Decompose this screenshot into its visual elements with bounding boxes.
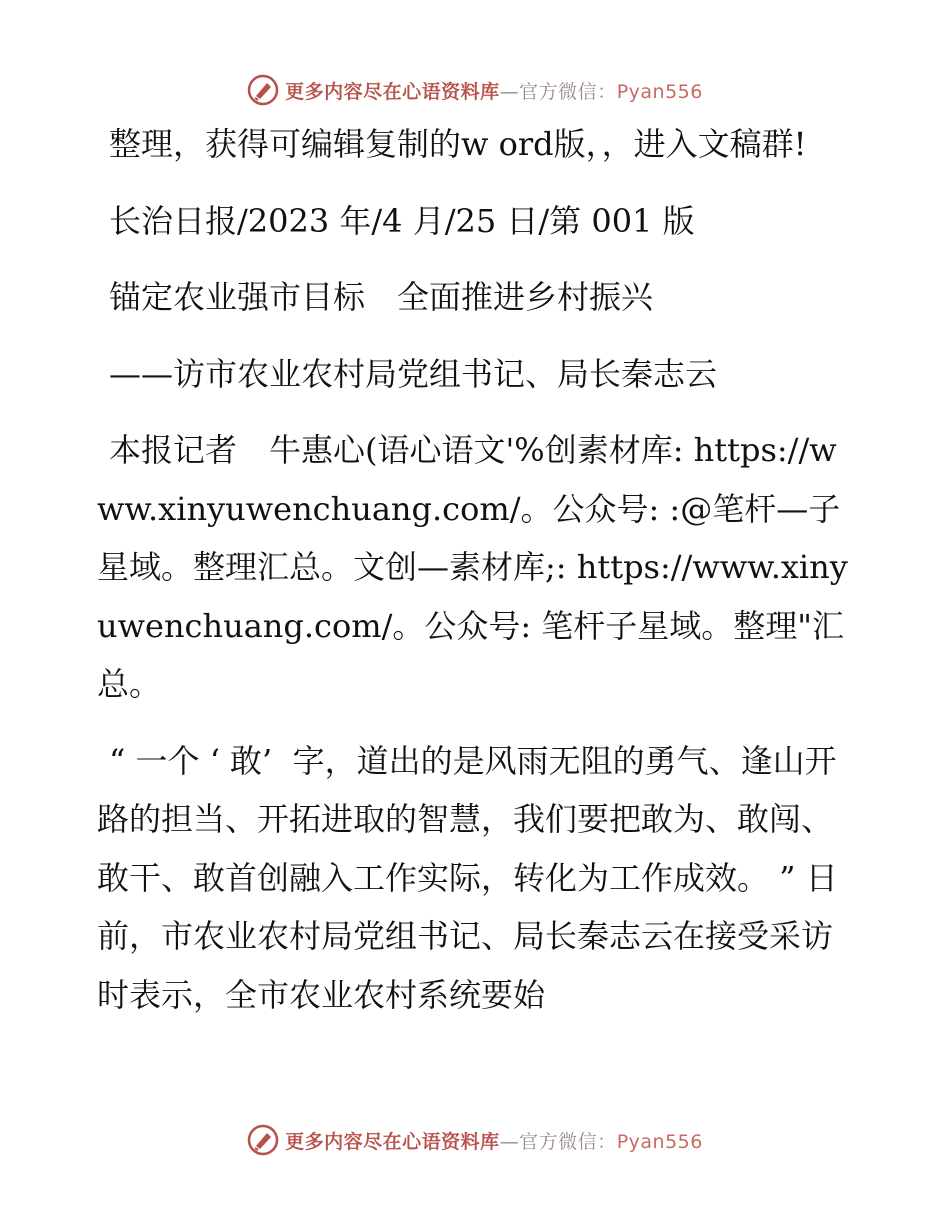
banner-prefix: 更多内容尽在心语资料库 [285, 80, 500, 103]
dateline: 长治日报/2023 年/4 月/25 日/第 001 版 [109, 201, 695, 240]
banner-text [285, 1127, 703, 1154]
footer-banner [0, 1120, 950, 1160]
banner-dash: —官方微信： [499, 80, 617, 103]
subheadline: ——访市农业农村局党组书记、局长秦志云 [109, 354, 718, 393]
byline: 本报记者 牛惠心(语心语文'%创素材库: https://www.xinyuwenchuang.com/。公众号: :@笔杆—子星域。整理汇总。文创—素材库;: https://www.xinyuwenchuang.com/。公众号: 笔杆子星域。整理"汇总。 [97, 431, 848, 703]
logo-icon [247, 74, 279, 106]
banner-id: Pyan556 [616, 1130, 703, 1153]
banner-prefix: 更多内容尽在心语资料库 [285, 1130, 500, 1153]
header-banner [0, 70, 950, 110]
banner-dash: —官方微信： [499, 1130, 617, 1153]
banner-id: Pyan556 [616, 80, 703, 103]
body-paragraph: “ 一个 ‘ 敢’ 字，道出的是风雨无阻的勇气、逢山开路的担当、开拓进取的智慧，我们要把敢为、敢闯、敢干、敢首创融入工作实际，转化为工作成效。 ” 日前，市农业农村局党组书记、局长秦志云在接受采访时表示，全市农业农村系统要始 [97, 741, 838, 1014]
intro-line: 整理，获得可编辑复制的w ord版，，进入文稿群! [109, 125, 807, 163]
banner-text [285, 77, 703, 104]
document-body [97, 115, 857, 1042]
headline: 锚定农业强市目标 全面推进乡村振兴 [109, 278, 654, 316]
logo-icon [247, 1124, 279, 1156]
